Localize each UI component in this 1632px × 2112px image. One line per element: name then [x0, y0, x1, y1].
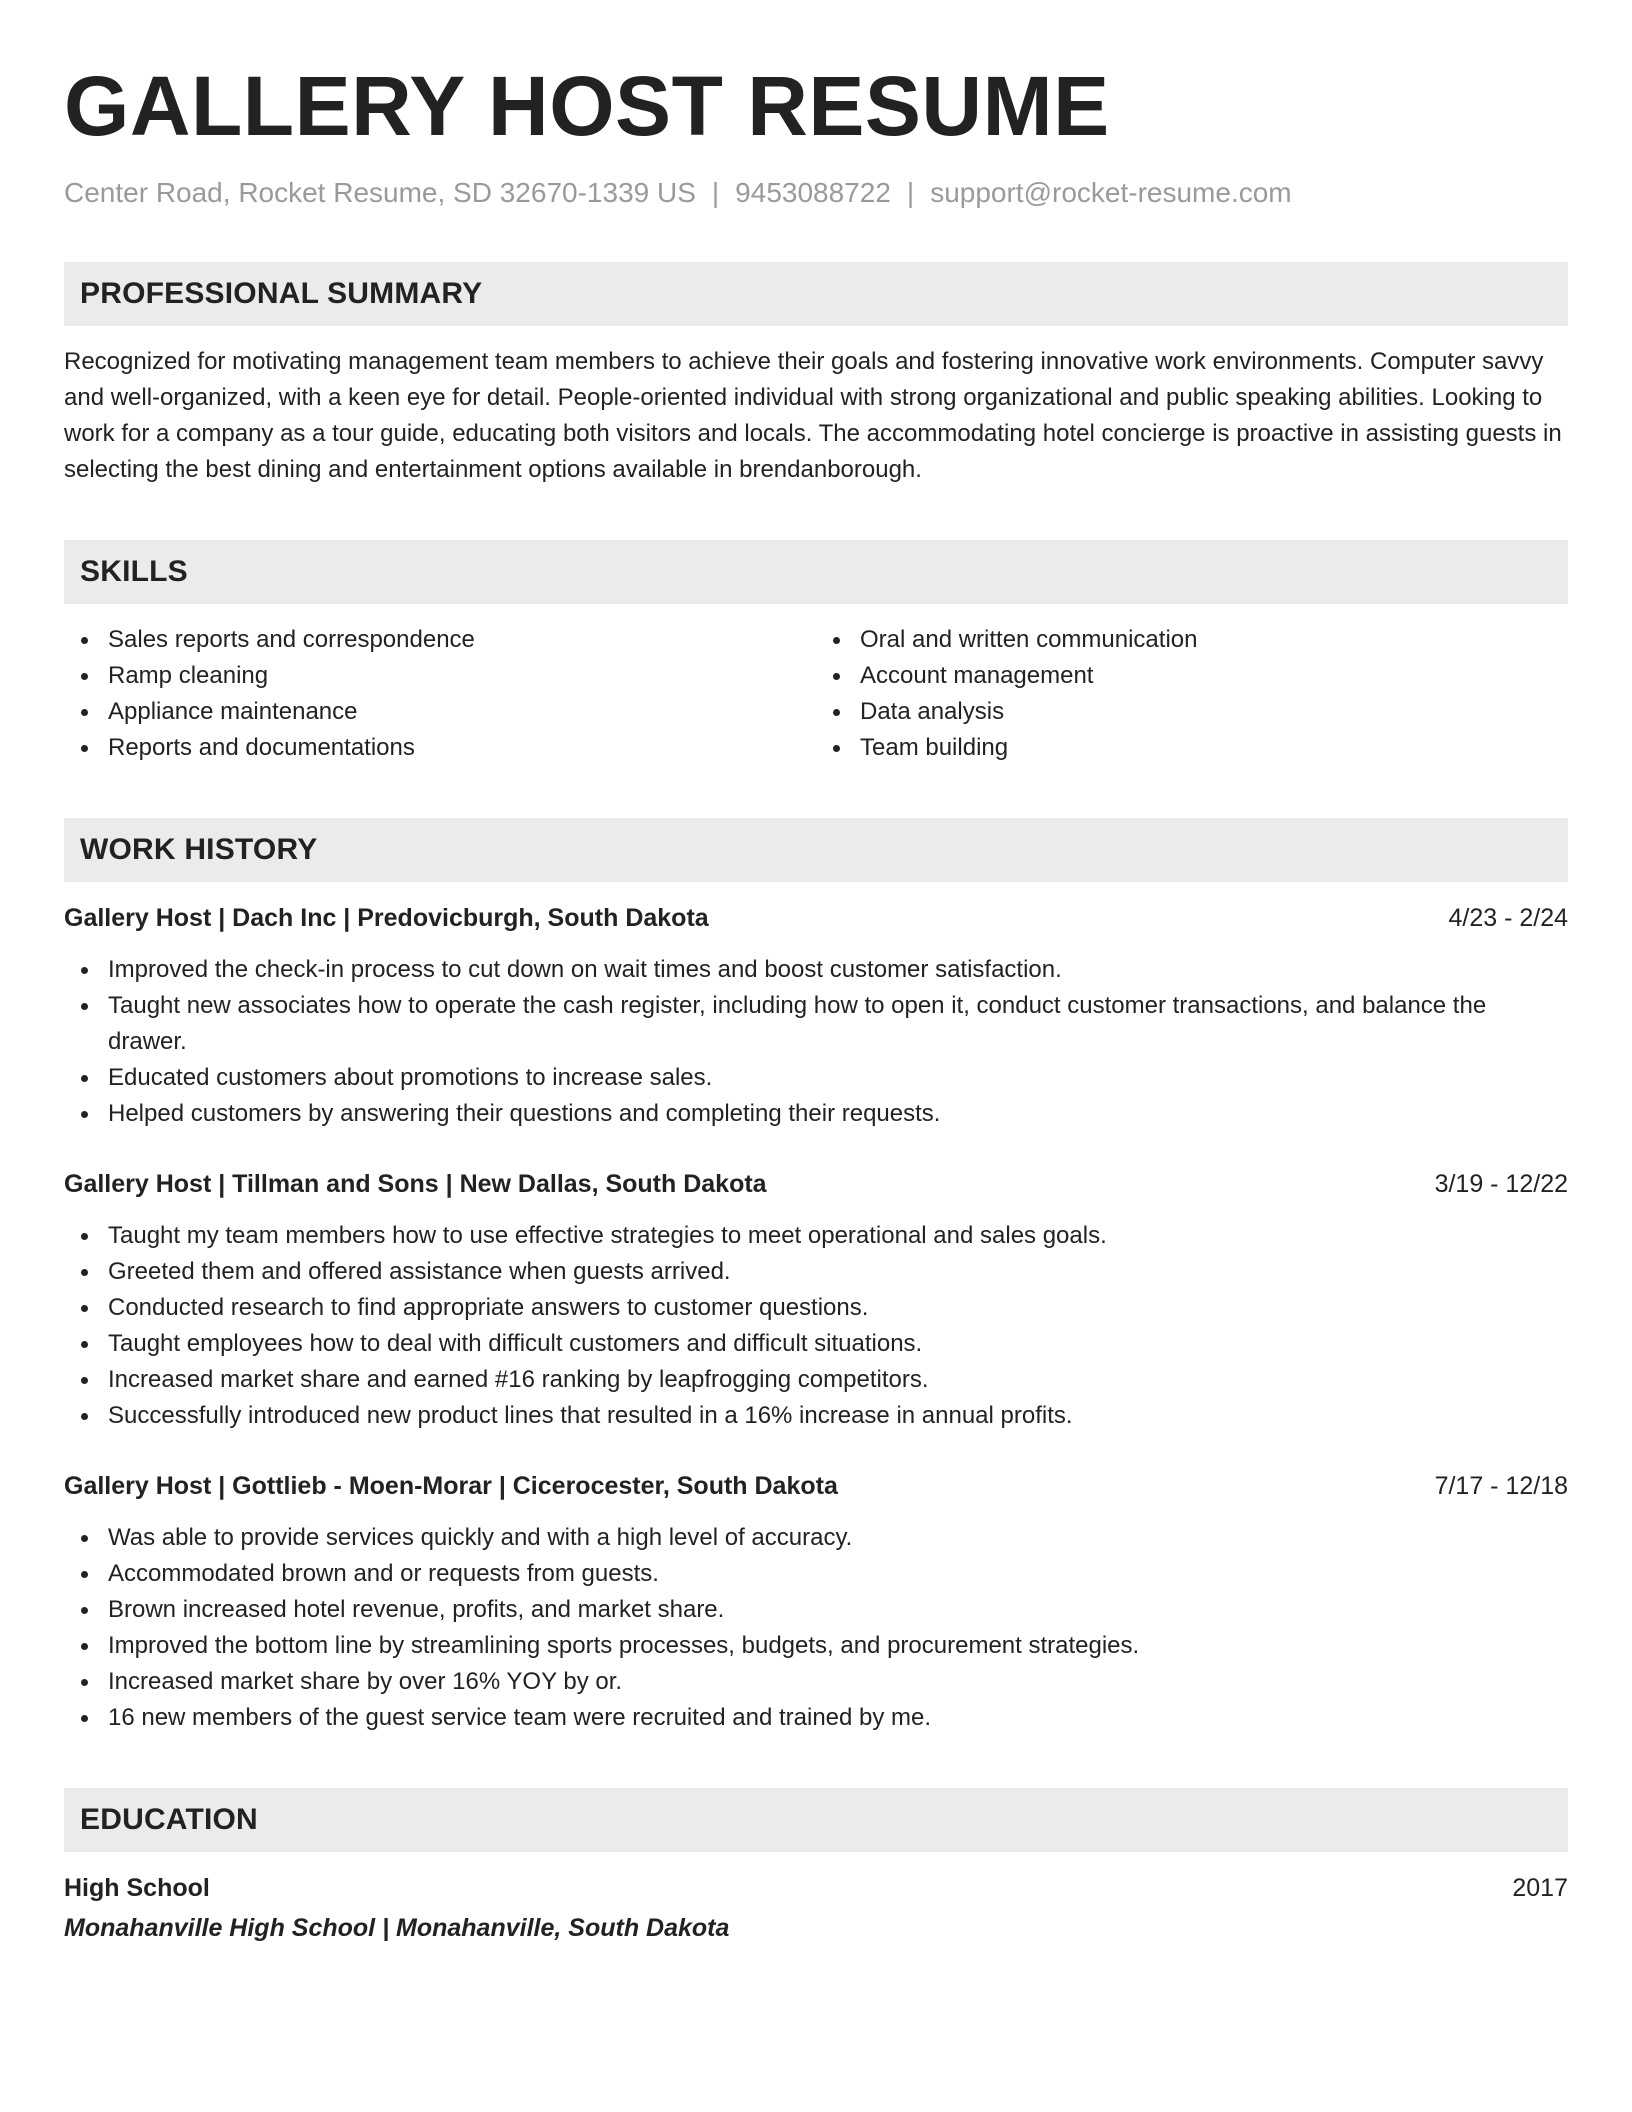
education-degree: High School	[64, 1874, 210, 1902]
skills-section-header	[64, 540, 1568, 604]
contact-separator: |	[906, 177, 915, 208]
job-bullet: Increased market share by over 16% YOY by or.	[64, 1664, 1568, 1700]
job-bullet: Taught new associates how to operate the cash register, including how to open it, conduct customer transactions, and balance the drawer.	[64, 988, 1568, 1060]
skills-list	[64, 622, 1568, 766]
job-bullet: Helped customers by answering their questions and completing their requests.	[64, 1096, 1568, 1132]
skill-item: Oral and written communication	[816, 622, 1568, 658]
job-title: Gallery Host | Dach Inc | Predovicburgh, South Dakota	[64, 904, 709, 932]
contact-line	[64, 176, 1568, 210]
job-dates: 7/17 - 12/18	[1434, 1472, 1568, 1500]
skill-item: Account management	[816, 658, 1568, 694]
skills-heading: SKILLS	[80, 555, 188, 588]
job-entry	[64, 1166, 1568, 1434]
work-section-header	[64, 818, 1568, 882]
job-bullets	[64, 1520, 1568, 1736]
job-bullet: Improved the bottom line by streamlining sports processes, budgets, and procurement strategies.	[64, 1628, 1568, 1664]
education-header	[64, 1870, 1568, 1906]
education-section-header	[64, 1788, 1568, 1852]
job-bullets	[64, 1218, 1568, 1434]
job-entry	[64, 900, 1568, 1132]
skill-item: Reports and documentations	[64, 730, 816, 766]
skill-item: Appliance maintenance	[64, 694, 816, 730]
skill-item: Ramp cleaning	[64, 658, 816, 694]
job-bullet: Taught employees how to deal with difficult customers and difficult situations.	[64, 1326, 1568, 1362]
work-heading: WORK HISTORY	[80, 833, 318, 866]
summary-heading: PROFESSIONAL SUMMARY	[80, 277, 483, 310]
job-bullet: Was able to provide services quickly and with a high level of accuracy.	[64, 1520, 1568, 1556]
skills-column-right	[816, 622, 1568, 766]
summary-section-header	[64, 262, 1568, 326]
job-bullet: Taught my team members how to use effective strategies to meet operational and sales goals.	[64, 1218, 1568, 1254]
job-dates: 4/23 - 2/24	[1448, 904, 1568, 932]
job-bullets	[64, 952, 1568, 1132]
summary-text: Recognized for motivating management team members to achieve their goals and fostering innovative work environments. Computer savvy and well-organized, with a keen eye for detail. People-oriented individual with strong organizational and public speaking abilities. Looking to work for a company as a tour guide, educating both visitors and locals. The accommodating hotel concierge is proactive in assisting guests in selecting the best dining and entertainment options available in brendanborough.	[64, 348, 1562, 483]
contact-address: Center Road, Rocket Resume, SD 32670-1339 US	[64, 177, 696, 208]
job-entry	[64, 1468, 1568, 1736]
skill-item: Sales reports and correspondence	[64, 622, 816, 658]
job-bullet: Accommodated brown and or requests from guests.	[64, 1556, 1568, 1592]
skill-item: Data analysis	[816, 694, 1568, 730]
job-bullet: Increased market share and earned #16 ranking by leapfrogging competitors.	[64, 1362, 1568, 1398]
job-bullet: 16 new members of the guest service team were recruited and trained by me.	[64, 1700, 1568, 1736]
job-bullet: Conducted research to find appropriate answers to customer questions.	[64, 1290, 1568, 1326]
page-title: GALLERY HOST RESUME	[64, 59, 1110, 153]
education-heading: EDUCATION	[80, 1803, 258, 1836]
job-bullet: Greeted them and offered assistance when guests arrived.	[64, 1254, 1568, 1290]
skill-item: Team building	[816, 730, 1568, 766]
job-bullet: Educated customers about promotions to increase sales.	[64, 1060, 1568, 1096]
education-year: 2017	[1512, 1874, 1568, 1902]
contact-email: support@rocket-resume.com	[930, 177, 1292, 208]
contact-phone: 9453088722	[735, 177, 891, 208]
job-header	[64, 1468, 1568, 1504]
job-dates: 3/19 - 12/22	[1434, 1170, 1568, 1198]
job-bullet: Brown increased hotel revenue, profits, and market share.	[64, 1592, 1568, 1628]
job-header	[64, 1166, 1568, 1202]
job-bullet: Improved the check-in process to cut down on wait times and boost customer satisfaction.	[64, 952, 1568, 988]
job-header	[64, 900, 1568, 936]
job-title: Gallery Host | Gottlieb - Moen-Morar | Cicerocester, South Dakota	[64, 1472, 838, 1500]
contact-separator: |	[711, 177, 720, 208]
education-school: Monahanville High School | Monahanville, South Dakota	[64, 1914, 730, 1942]
education-entry	[64, 1870, 1568, 1946]
skills-column-left	[64, 622, 816, 766]
job-bullet: Successfully introduced new product lines that resulted in a 16% increase in annual profits.	[64, 1398, 1568, 1434]
job-title: Gallery Host | Tillman and Sons | New Dallas, South Dakota	[64, 1170, 767, 1198]
